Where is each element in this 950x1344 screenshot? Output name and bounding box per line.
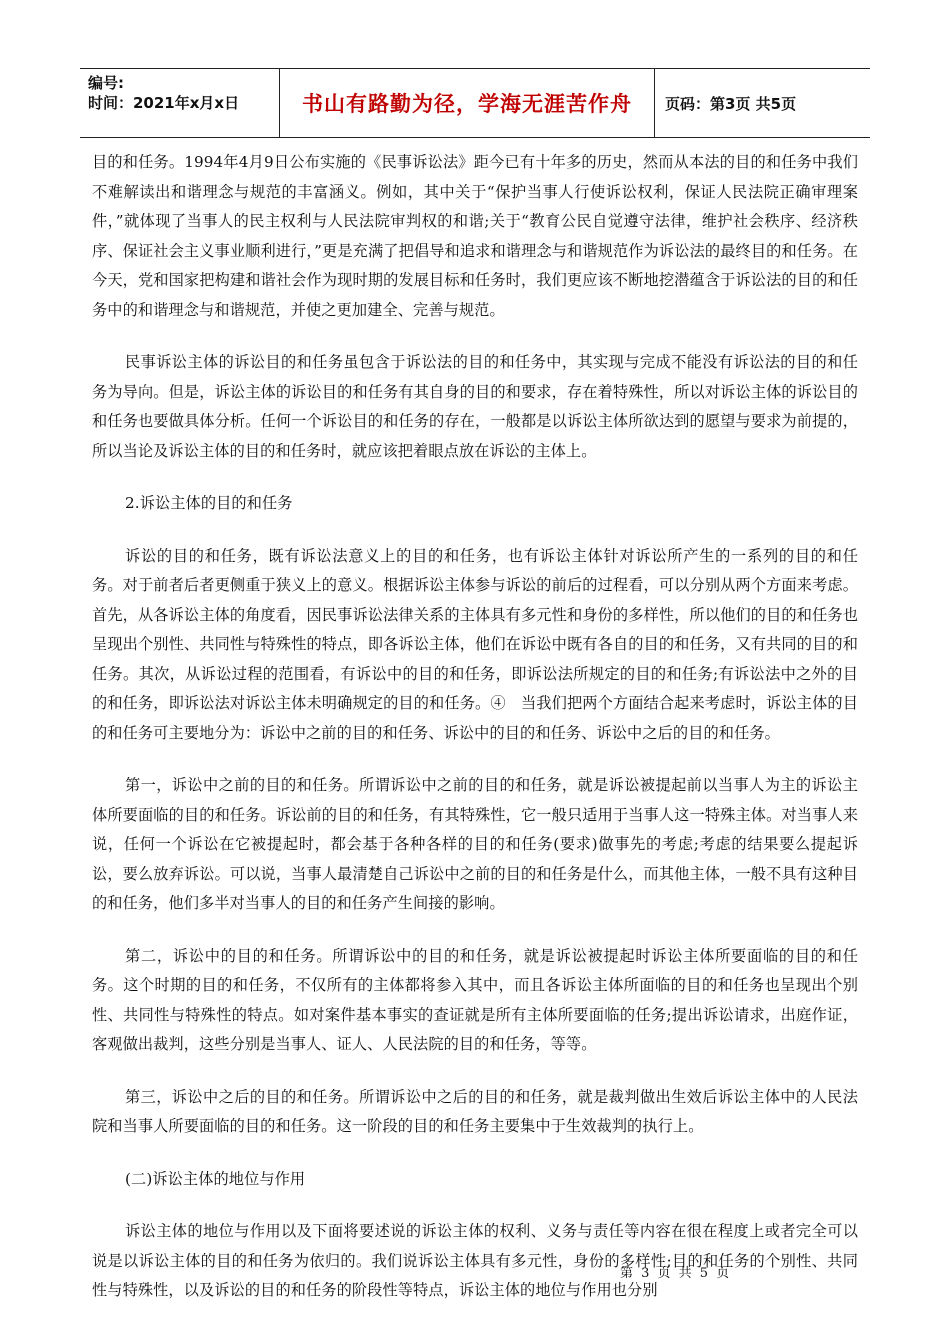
paragraph-continuation: 目的和任务。1994年4月9日公布实施的《民事诉讼法》距今已有十年多的历史，然而从本法的目的和任务中我们不难解读出和谐理念与规范的丰富涵义。例如，其中关于“保护当事人行使诉讼权利，保证人民法院正确审理案件，”就体现了当事人的民主权利与人民法院审判权的和谐;关于“教育公民自觉遵守法律，维护社会秩序、经济秩序、保证社会主义事业顺利进行，”更是充满了把倡导和追求和谐理念与和谐规范作为诉讼法的最终目的和任务。在今天，党和国家把构建和谐社会作为现时期的发展目标和任务时，我们更应该不断地挖潜蕴含于诉讼法的目的和任务中的和谐理念与和谐规范，并使之更加建全、完善与规范。 — [92, 153, 858, 319]
paragraph-body: 第一，诉讼中之前的目的和任务。所谓诉讼中之前的目的和任务，就是诉讼被提起前以当事人为主的诉讼主体所要面临的目的和任务。诉讼前的目的和任务，有其特殊性，它一般只适用于当事人这一特殊主体。对当事人来说，任何一个诉讼在它被提起时，都会基于各种各样的目的和任务(要求)做事先的考虑;考虑的结果要么提起诉讼，要么放弃诉讼。可以说，当事人最清楚自己诉讼中之前的目的和任务是什么，而其他主体，一般不具有这种目的和任务，他们多半对当事人的目的和任务产生间接的影响。 — [92, 776, 858, 912]
paragraph-body: 第三，诉讼中之后的目的和任务。所谓诉讼中之后的目的和任务，就是裁判做出生效后诉讼主体中的人民法院和当事人所要面临的目的和任务。这一阶段的目的和任务主要集中于生效裁判的执行上。 — [92, 1087, 858, 1135]
document-body — [92, 148, 858, 1329]
paragraph-body: 民事诉讼主体的诉讼目的和任务虽包含于诉讼法的目的和任务中，其实现与完成不能没有诉讼法的目的和任务为导向。但是，诉讼主体的诉讼目的和任务有其自身的目的和要求，存在着特殊性，所以对诉讼主体的诉讼目的和任务也要做具体分析。任何一个诉讼目的和任务的存在，一般都是以诉讼主体所欲达到的愿望与要求为前提的，所以当论及诉讼主体的目的和任务时，就应该把着眼点放在诉讼的主体上。 — [92, 353, 858, 460]
header-motto: 书山有路勤为径，学海无涯苦作舟 — [280, 69, 655, 137]
page-header — [80, 68, 870, 138]
section-heading: (二)诉讼主体的地位与作用 — [125, 1169, 306, 1188]
page-footer: 第 3 页 共 5 页 — [620, 1266, 732, 1281]
header-page-label: 页码：第3页 共5页 — [665, 94, 797, 113]
paragraph-body: 第二，诉讼中的目的和任务。所谓诉讼中的目的和任务，就是诉讼被提起时诉讼主体所要面临的目的和任务。这个时期的目的和任务，不仅所有的主体都将参入其中，而且各诉讼主体所面临的目的和任务也呈现出个别性、共同性与特殊性的特点。如对案件基本事实的查证就是所有主体所要面临的任务;提出诉讼请求，出庭作证，客观做出裁判，这些分别是当事人、证人、人民法院的目的和任务，等等。 — [92, 946, 858, 1053]
header-meta — [80, 69, 280, 137]
section-heading: 2.诉讼主体的目的和任务 — [125, 494, 293, 512]
document-number-label: 编号: — [88, 74, 124, 92]
document-time-label: 时间：2021年x月x日 — [88, 94, 240, 112]
paragraph-body: 诉讼的目的和任务，既有诉讼法意义上的目的和任务，也有诉讼主体针对诉讼所产生的一系列的目的和任务。对于前者后者更侧重于狭义上的意义。根据诉讼主体参与诉讼的前后的过程看，可以分别从两个方面来考虑。首先，从各诉讼主体的角度看，因民事诉讼法律关系的主体具有多元性和身份的多样性，所以他们的目的和任务也呈现出个别性、共同性与特殊性的特点，即各诉讼主体，他们在诉讼中既有各自的目的和任务，又有共同的目的和任务。其次，从诉讼过程的范围看，有诉讼中的目的和任务，即诉讼法所规定的目的和任务;有诉讼法中之外的目的和任务，即诉讼法对诉讼主体未明确规定的目的和任务。④ 当我们把两个方面结合起来考虑时，诉讼主体的目的和任务可主要地分为：诉讼中之前的目的和任务、诉讼中的目的和任务、诉讼中之后的目的和任务。 — [92, 546, 858, 742]
paragraph-body: 诉讼主体的地位与作用以及下面将要述说的诉讼主体的权利、义务与责任等内容在很在程度上或者完全可以说是以诉讼主体的目的和任务为依归的。我们说诉讼主体具有多元性，身份的多样性;目的和任务的个别性、共同性与特殊性，以及诉讼的目的和任务的阶段性等特点，诉讼主体的地位与作用也分别 — [92, 1222, 858, 1299]
